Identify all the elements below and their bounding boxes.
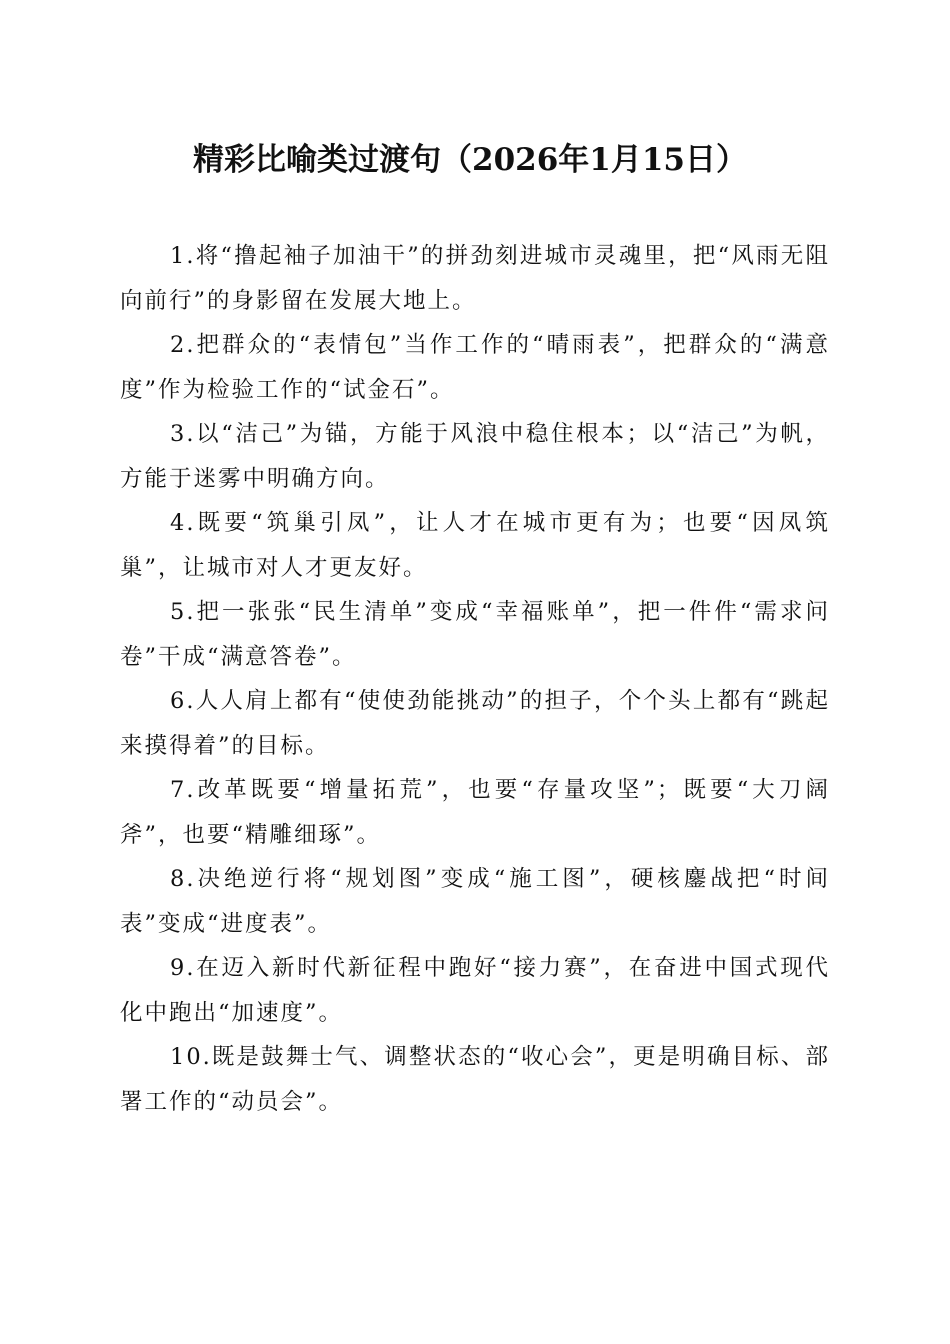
paragraph-7: 7.改革既要“增量拓荒”，也要“存量攻坚”；既要“大刀阔斧”，也要“精雕细琢”。 [120,777,830,848]
paragraph-4: 4.既要“筑巢引凤”，让人才在城市更有为；也要“因凤筑巢”，让城市对人才更友好。 [120,510,830,581]
paragraph-8: 8.决绝逆行将“规划图”变成“施工图”，硬核鏖战把“时间表”变成“进度表”。 [120,866,830,937]
paragraph-1: 1.将“撸起袖子加油干”的拼劲刻进城市灵魂里，把“风雨无阻向前行”的身影留在发展大地上。 [120,243,830,314]
paragraph-10: 10.既是鼓舞士气、调整状态的“收心会”，更是明确目标、部署工作的“动员会”。 [120,1044,830,1115]
paragraph-2: 2.把群众的“表情包”当作工作的“晴雨表”，把群众的“满意度”作为检验工作的“试金石”。 [120,332,830,403]
paragraph-6: 6.人人肩上都有“使使劲能挑动”的担子，个个头上都有“跳起来摸得着”的目标。 [120,688,830,759]
document-title: 精彩比喻类过渡句（2026年1月15日） [193,142,747,178]
paragraph-3: 3.以“洁己”为锚，方能于风浪中稳住根本；以“洁己”为帆，方能于迷雾中明确方向。 [120,421,830,492]
document-body [120,234,830,1124]
paragraph-9: 9.在迈入新时代新征程中跑好“接力赛”，在奋进中国式现代化中跑出“加速度”。 [120,955,830,1026]
paragraph-5: 5.把一张张“民生清单”变成“幸福账单”，把一件件“需求问卷”干成“满意答卷”。 [120,599,830,670]
